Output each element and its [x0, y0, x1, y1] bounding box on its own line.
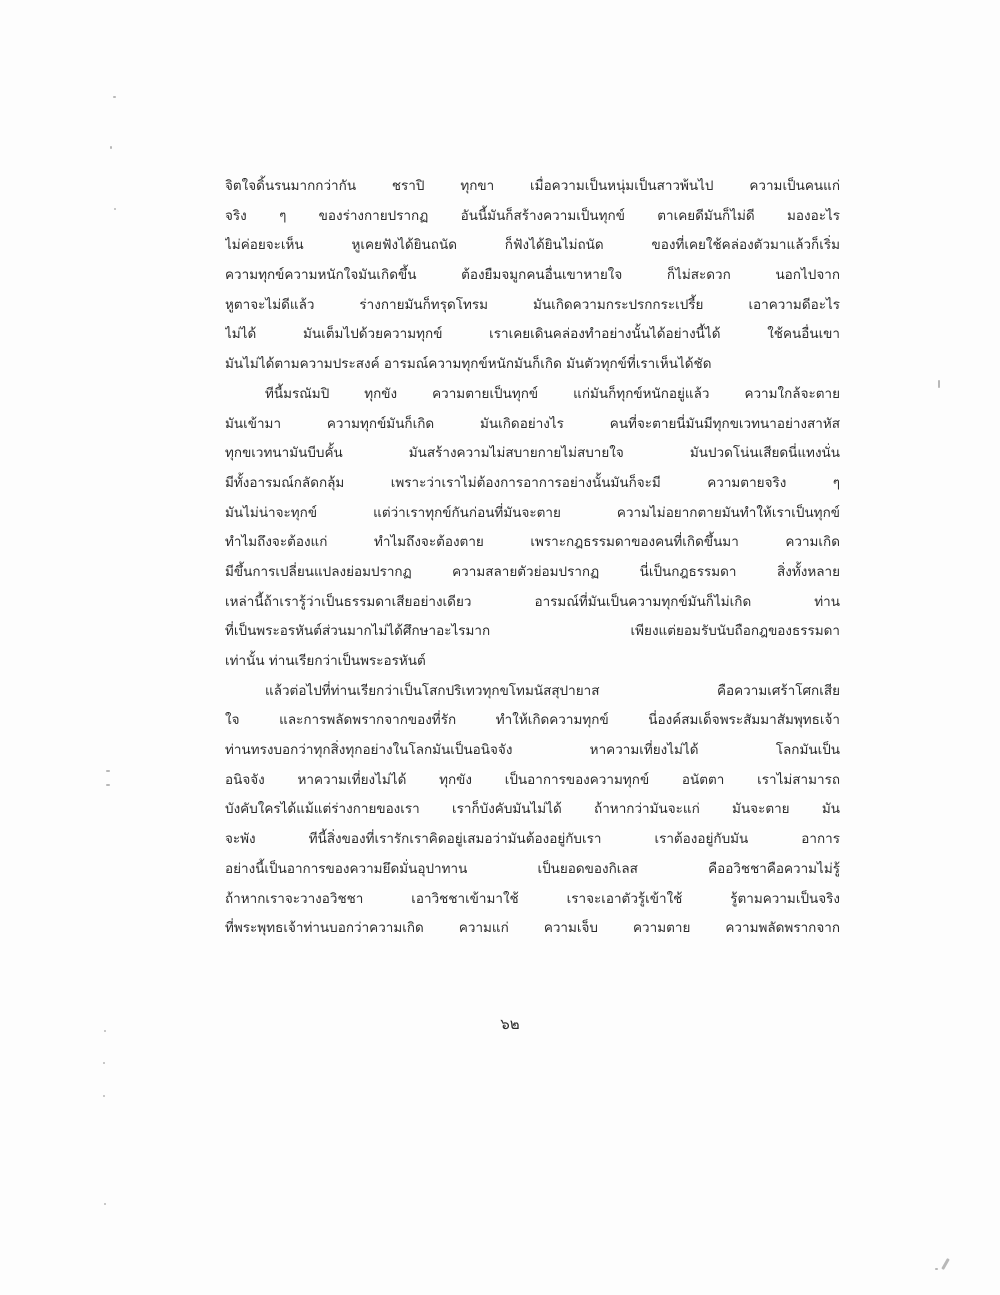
text-line: มีทั้งอารมณ์กลัดกลุ้ม เพราะว่าเราไม่ต้องการอาการอย่างนั้นมันก็จะมี ความตายจริง ๆ [225, 474, 840, 491]
text-line: บังคับใครได้แม้แต่ร่างกายของเรา เราก็บังคับมันไม่ได้ ถ้าหากว่ามันจะแก่ มันจะตาย มัน [225, 801, 840, 818]
text-line: มันเข้ามา ความทุกข์มันก็เกิด มันเกิดอย่างไร คนที่จะตายนี่มันมีทุกขเวทนาอย่างสาหัส [225, 415, 840, 432]
scan-speck [113, 96, 116, 98]
body-text [225, 172, 840, 944]
text-line: มันไม่ได้ตามความประสงค์ อารมณ์ความทุกข์หนักมันก็เกิด มันตัวทุกข์ที่เราเห็นได้ชัด [225, 356, 712, 373]
scan-speck [104, 1030, 106, 1032]
text-line: ถ้าหากเราจะวางอวิชชา เอาวิชชาเข้ามาใช้ เราจะเอาตัวรู้เข้าใช้ รู้ตามความเป็นจริง [225, 890, 840, 907]
text-line: ที่เป็นพระอรหันต์ส่วนมากไม่ได้ศึกษาอะไรมาก เพียงแต่ยอมรับนับถือกฎของธรรมดา [225, 623, 840, 640]
page-number: ๖๒ [500, 1015, 520, 1033]
text-line: ทุกขเวทนามันบีบคั้น มันสร้างความไม่สบายกายไม่สบายใจ มันปวดโน่นเสียดนี่แทงนั่น [225, 445, 840, 462]
scan-speck [106, 770, 110, 772]
text-line: เหล่านี้ถ้าเรารู้ว่าเป็นธรรมดาเสียอย่างเดียว อารมณ์ที่มันเป็นความทุกข์มันก็ไม่เกิด ท่าน [225, 593, 840, 610]
text-line: มันไม่น่าจะทุกข์ แต่ว่าเราทุกข์กันก่อนที่มันจะตาย ความไม่อยากตายมันทำให้เราเป็นทุกข์ [225, 504, 840, 521]
text-line: ไม่ค่อยจะเห็น หูเคยฟังได้ยินถนัด ก็ฟังได้ยินไม่ถนัด ของที่เคยใช้คล่องตัวมาแล้วก็เริ่ม [225, 237, 840, 254]
text-line: จริง ๆ ของร่างกายปรากฏ อันนี้มันก็สร้างความเป็นทุกข์ ตาเคยดีมันก็ไม่ดี มองอะไร [225, 207, 840, 224]
text-line: ใจ และการพลัดพรากจากของที่รัก ทำให้เกิดความทุกข์ นี่องค์สมเด็จพระสัมมาสัมพุทธเจ้า [225, 712, 840, 729]
text-line: ทีนี้มรณัมปิ ทุกขัง ความตายเป็นทุกข์ แก่มันก็ทุกข์หนักอยู่แล้ว ความใกล้จะตาย [265, 385, 840, 402]
scan-speck [110, 146, 112, 149]
scan-speck [935, 1268, 938, 1270]
text-line: ท่านทรงบอกว่าทุกสิ่งทุกอย่างในโลกมันเป็นอนิจจัง หาความเที่ยงไม่ได้ โลกมันเป็น [225, 742, 840, 759]
scan-speck [114, 208, 116, 210]
text-line: แล้วต่อไปที่ท่านเรียกว่าเป็นโสกปริเทวทุกขโทมนัสสุปายาส คือความเศร้าโศกเสีย [265, 682, 840, 699]
text-line: อนิจจัง หาความเที่ยงไม่ได้ ทุกขัง เป็นอาการของความทุกข์ อนัตตา เราไม่สามารถ [225, 771, 840, 788]
scan-speck [104, 1203, 106, 1205]
text-line: ที่พระพุทธเจ้าท่านบอกว่าความเกิด ความแก่ ความเจ็บ ความตาย ความพลัดพรากจาก [225, 920, 840, 937]
text-line: ไม่ได้ มันเต็มไปด้วยความทุกข์ เราเคยเดินคล่องทำอย่างนั้นได้อย่างนี้ได้ ใช้คนอื่นเขา [225, 326, 840, 343]
scan-speck [103, 1062, 105, 1064]
text-line: อย่างนี้เป็นอาการของความยึดมั่นอุปาทาน เป็นยอดของกิเลส คืออวิชชาคือความไม่รู้ [225, 860, 840, 877]
text-line: หูตาจะไม่ดีแล้ว ร่างกายมันก็ทรุดโทรม มันเกิดความกระปรกกระเปรี้ย เอาความดีอะไร [225, 296, 840, 313]
scan-speck [941, 1258, 950, 1270]
text-line: เท่านั้น ท่านเรียกว่าเป็นพระอรหันต์ [225, 653, 426, 669]
scan-speck [938, 380, 940, 388]
scan-speck [103, 1095, 105, 1097]
text-line: ทำไมถึงจะต้องแก่ ทำไมถึงจะต้องตาย เพราะกฎธรรมดาของคนที่เกิดขึ้นมา ความเกิด [225, 534, 840, 551]
text-line: จะพัง ทีนี้สิ่งของที่เรารักเราคิดอยู่เสมอว่ามันต้องอยู่กับเรา เราต้องอยู่กับมัน อาการ [225, 831, 840, 848]
scan-speck [106, 784, 110, 786]
text-line: จิตใจดิ้นรนมากกว่ากัน ชราปิ ทุกขา เมื่อความเป็นหนุ่มเป็นสาวพ้นไป ความเป็นคนแก่ [225, 178, 840, 194]
text-line: มีขึ้นการเปลี่ยนแปลงย่อมปรากฏ ความสลายตัวย่อมปรากฏ นี่เป็นกฎธรรมดา สิ่งทั้งหลาย [225, 563, 840, 580]
text-line: ความทุกข์ความหนักใจมันเกิดขึ้น ต้องยืมจมูกคนอื่นเขาหายใจ ก็ไม่สะดวก นอกไปจาก [225, 267, 840, 284]
